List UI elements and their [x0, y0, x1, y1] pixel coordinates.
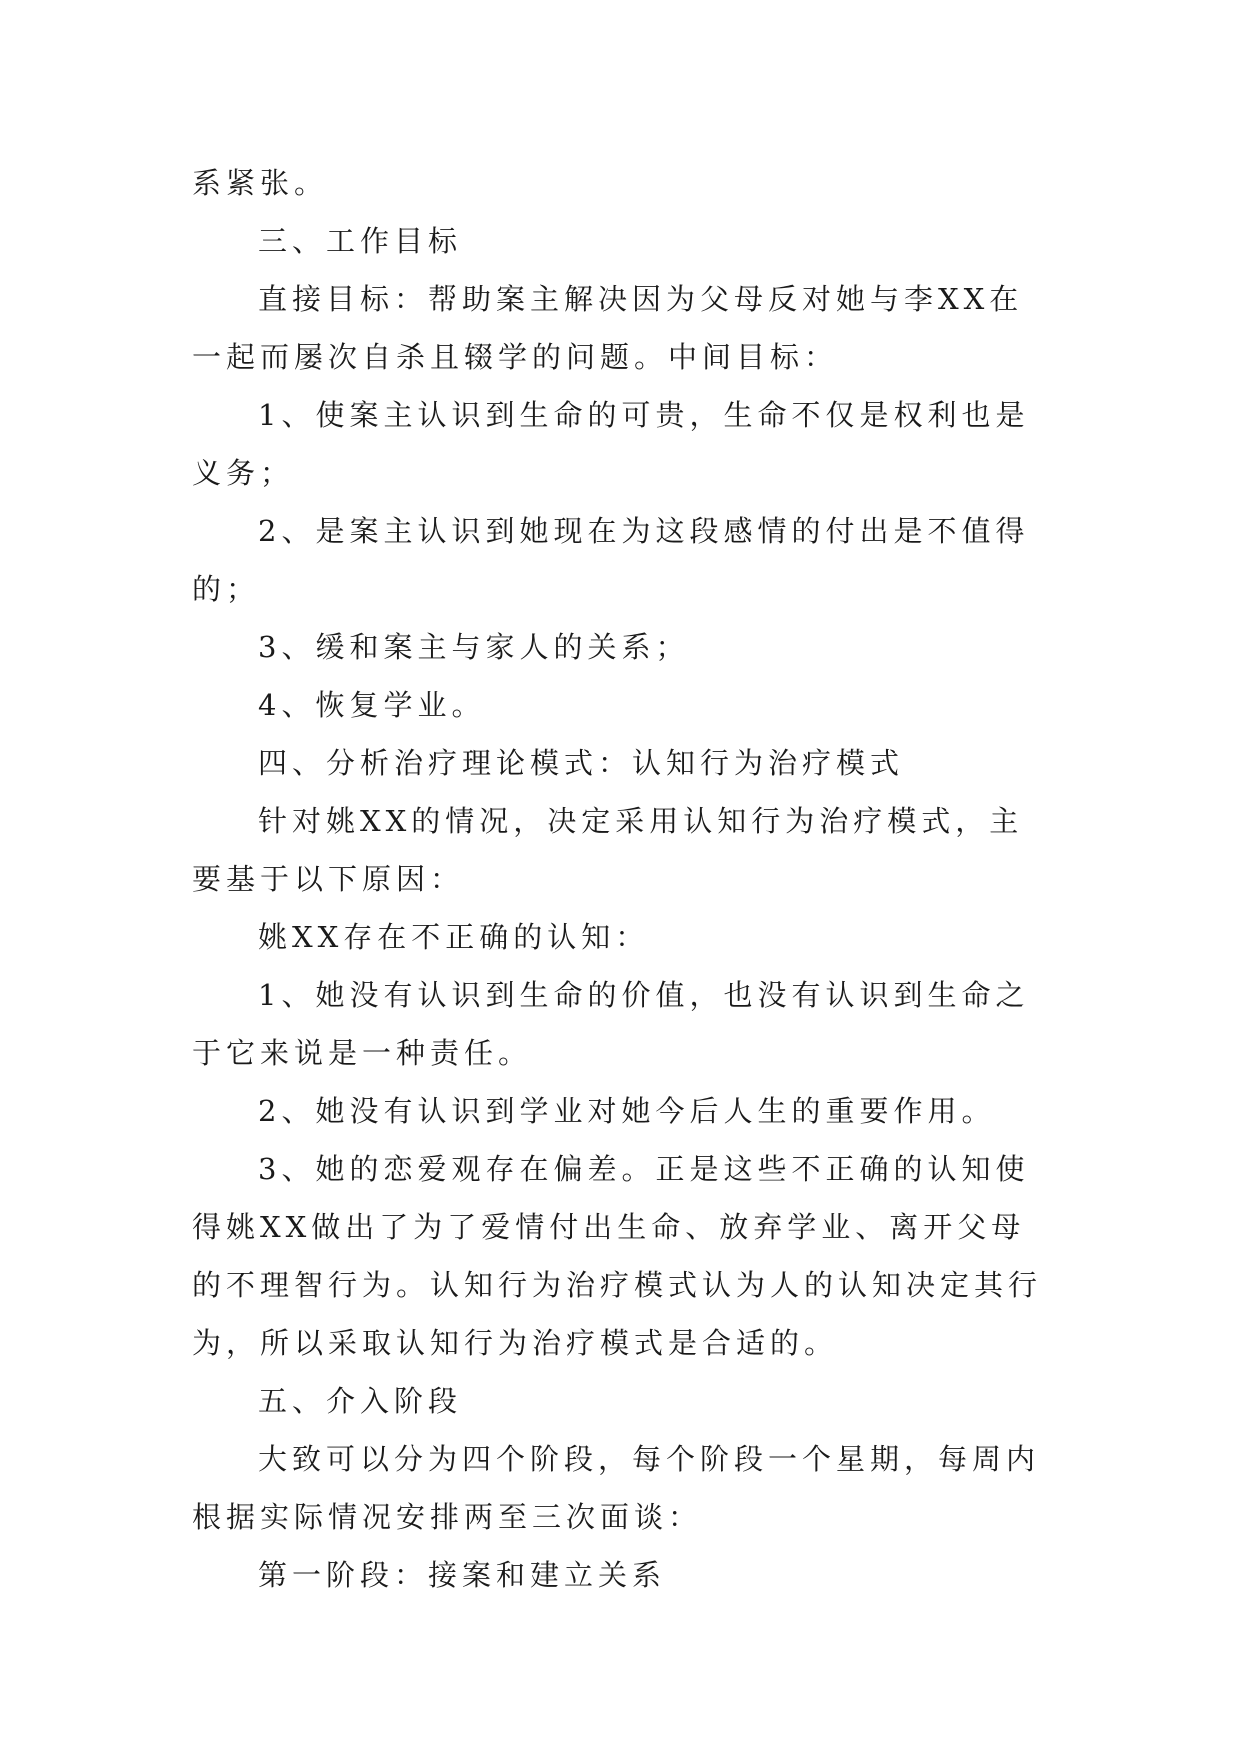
- list-item-goal-2: 2、是案主认识到她现在为这段感情的付出是不值得的；: [192, 514, 1030, 606]
- section-heading-intervention: 五、介入阶段: [258, 1384, 463, 1418]
- paragraph-cognition-intro: 姚XX存在不正确的认知：: [258, 920, 650, 954]
- section-heading-goals: 三、工作目标: [258, 224, 463, 258]
- list-item-cognition-3: 3、她的恋爱观存在偏差。正是这些不正确的认知使得姚XX做出了为了爱情付出生命、放弃学业、离开父母的不理智行为。认知行为治疗模式认为人的认知决定其行为，所以采取认知行为治疗模式是合适的。: [192, 1152, 1043, 1360]
- list-item-goal-3: 3、缓和案主与家人的关系；: [258, 630, 690, 664]
- paragraph-model-reason: 针对姚XX的情况，决定采用认知行为治疗模式，主要基于以下原因：: [192, 804, 1024, 896]
- list-item-cognition-1: 1、她没有认识到生命的价值，也没有认识到生命之于它来说是一种责任。: [192, 978, 1030, 1070]
- list-item-goal-1: 1、使案主认识到生命的可贵，生命不仅是权利也是义务；: [192, 398, 1030, 490]
- section-heading-model: 四、分析治疗理论模式：认知行为治疗模式: [258, 746, 905, 780]
- list-item-cognition-2: 2、她没有认识到学业对她今后人生的重要作用。: [258, 1094, 996, 1128]
- list-item-goal-4: 4、恢复学业。: [258, 688, 486, 722]
- paragraph-stages: 大致可以分为四个阶段，每个阶段一个星期，每周内根据实际情况安排两至三次面谈：: [192, 1442, 1041, 1534]
- paragraph-stage-one: 第一阶段：接案和建立关系: [258, 1558, 667, 1592]
- document-body: [192, 154, 1052, 1604]
- paragraph-continuation: 系紧张。: [192, 166, 329, 200]
- paragraph-direct-goal: 直接目标：帮助案主解决因为父母反对她与李XX在一起而屡次自杀且辍学的问题。中间目标：: [192, 282, 1024, 374]
